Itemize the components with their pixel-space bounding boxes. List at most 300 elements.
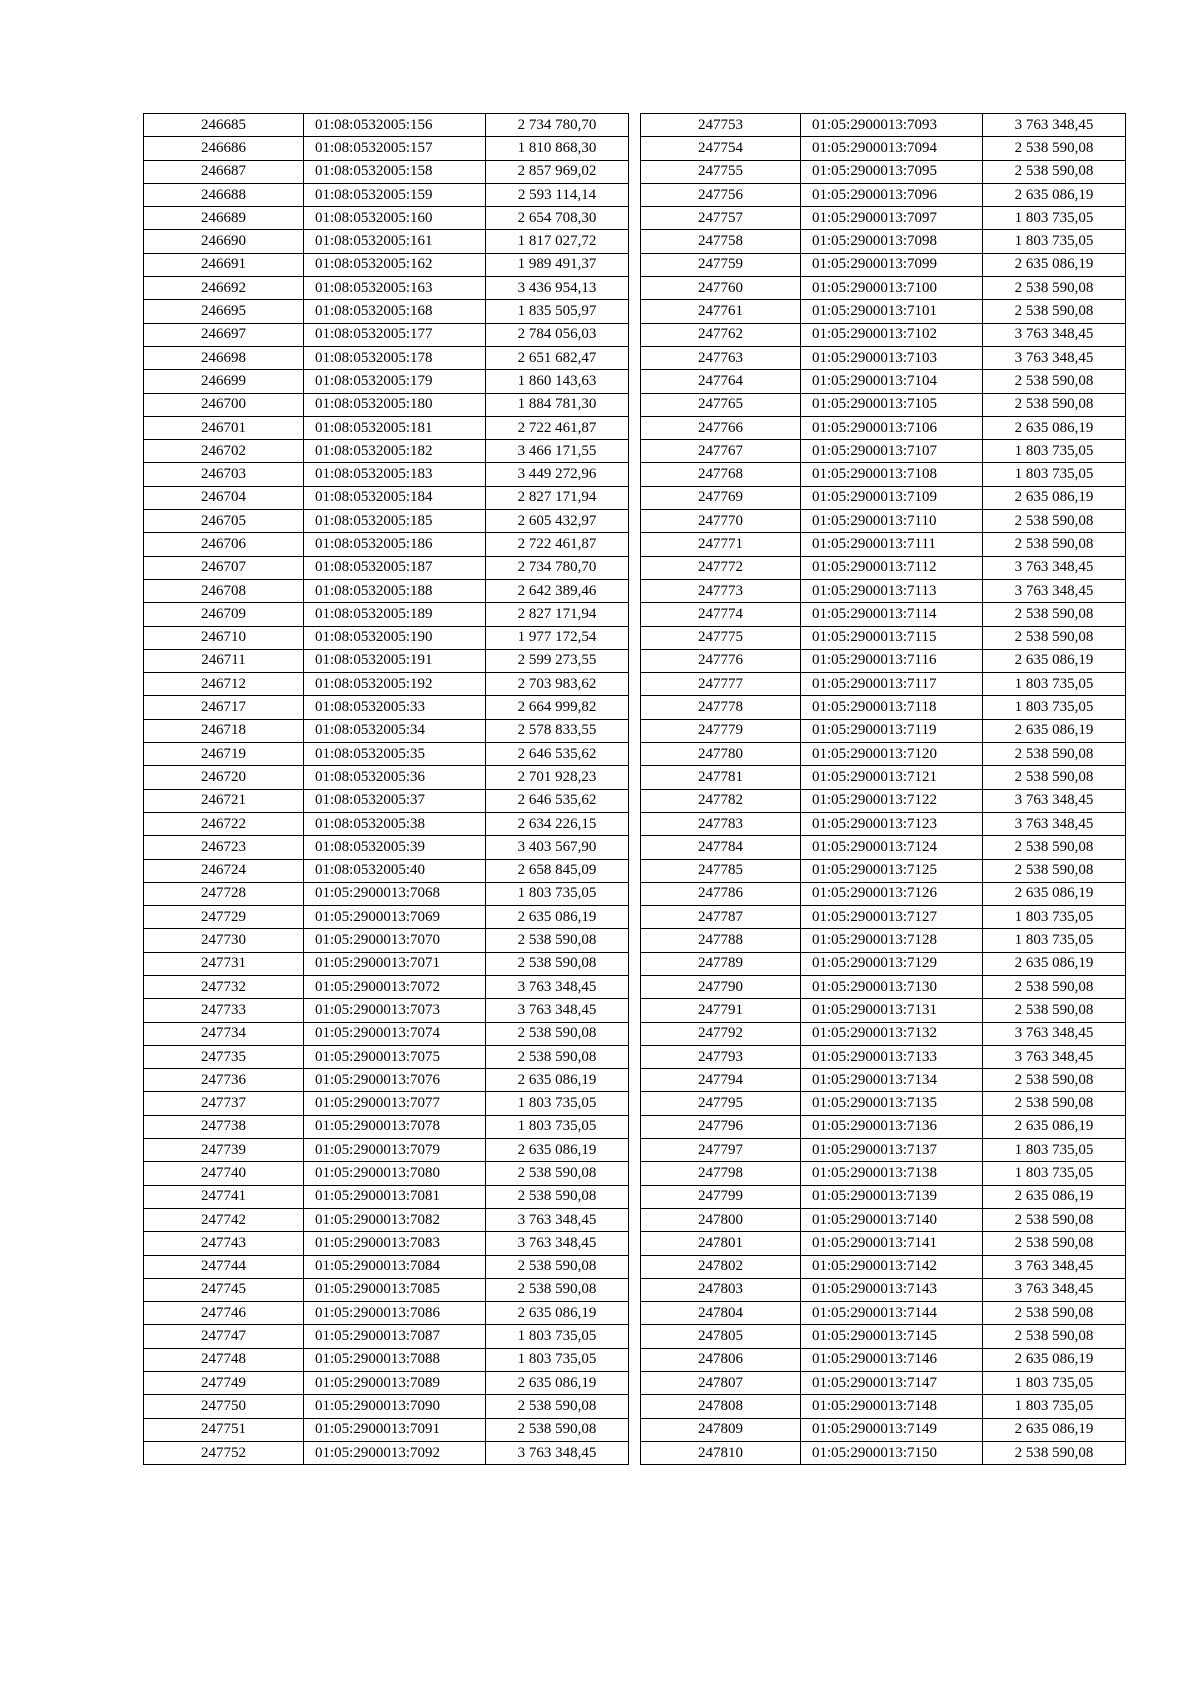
value-cell: 2 538 590,08 [983, 1092, 1126, 1115]
row-number-cell: 247741 [144, 1185, 304, 1208]
value-cell: 1 803 735,05 [486, 1092, 629, 1115]
table-row [641, 1092, 1126, 1115]
table-row [641, 1325, 1126, 1348]
cadastral-number-cell: 01:05:2900013:7103 [801, 346, 983, 369]
cadastral-number-cell: 01:05:2900013:7149 [801, 1418, 983, 1441]
table-row [144, 370, 629, 393]
cadastral-number-cell: 01:05:2900013:7144 [801, 1302, 983, 1325]
value-cell: 1 803 735,05 [983, 1395, 1126, 1418]
row-number-cell: 247734 [144, 1022, 304, 1045]
cadastral-number-cell: 01:05:2900013:7143 [801, 1278, 983, 1301]
row-number-cell: 246722 [144, 812, 304, 835]
cadastral-number-cell: 01:05:2900013:7071 [304, 952, 486, 975]
cadastral-number-cell: 01:08:0532005:188 [304, 579, 486, 602]
row-number-cell: 246711 [144, 649, 304, 672]
value-cell: 2 635 086,19 [983, 1115, 1126, 1138]
cadastral-number-cell: 01:08:0532005:37 [304, 789, 486, 812]
cadastral-number-cell: 01:08:0532005:184 [304, 486, 486, 509]
row-number-cell: 247762 [641, 323, 801, 346]
row-number-cell: 247740 [144, 1162, 304, 1185]
cadastral-number-cell: 01:05:2900013:7147 [801, 1372, 983, 1395]
row-number-cell: 246720 [144, 766, 304, 789]
cadastral-number-cell: 01:05:2900013:7112 [801, 556, 983, 579]
row-number-cell: 247763 [641, 346, 801, 369]
row-number-cell: 247764 [641, 370, 801, 393]
value-cell: 2 827 171,94 [486, 603, 629, 626]
row-number-cell: 247791 [641, 999, 801, 1022]
cadastral-number-cell: 01:05:2900013:7077 [304, 1092, 486, 1115]
table-row [641, 253, 1126, 276]
row-number-cell: 247790 [641, 975, 801, 998]
value-cell: 2 857 969,02 [486, 160, 629, 183]
table-row [144, 719, 629, 742]
row-number-cell: 247793 [641, 1045, 801, 1068]
value-cell: 2 538 590,08 [486, 1395, 629, 1418]
cadastral-number-cell: 01:08:0532005:161 [304, 230, 486, 253]
row-number-cell: 247767 [641, 440, 801, 463]
row-number-cell: 247769 [641, 486, 801, 509]
table-row [641, 1022, 1126, 1045]
row-number-cell: 246686 [144, 137, 304, 160]
value-cell: 2 538 590,08 [983, 1232, 1126, 1255]
value-cell: 2 635 086,19 [486, 1069, 629, 1092]
table-row [144, 346, 629, 369]
table-row [641, 1139, 1126, 1162]
row-number-cell: 247752 [144, 1441, 304, 1464]
table-row [641, 603, 1126, 626]
registry-table-left-body [144, 114, 629, 1465]
value-cell: 3 763 348,45 [486, 999, 629, 1022]
value-cell: 2 646 535,62 [486, 789, 629, 812]
table-row [144, 766, 629, 789]
cadastral-number-cell: 01:08:0532005:183 [304, 463, 486, 486]
row-number-cell: 247730 [144, 929, 304, 952]
value-cell: 1 803 735,05 [983, 463, 1126, 486]
table-row [641, 626, 1126, 649]
cadastral-number-cell: 01:05:2900013:7129 [801, 952, 983, 975]
cadastral-number-cell: 01:05:2900013:7109 [801, 486, 983, 509]
row-number-cell: 247760 [641, 277, 801, 300]
table-row [144, 323, 629, 346]
value-cell: 2 722 461,87 [486, 416, 629, 439]
value-cell: 1 817 027,72 [486, 230, 629, 253]
row-number-cell: 246704 [144, 486, 304, 509]
value-cell: 1 884 781,30 [486, 393, 629, 416]
cadastral-number-cell: 01:08:0532005:39 [304, 836, 486, 859]
cadastral-number-cell: 01:05:2900013:7140 [801, 1208, 983, 1231]
row-number-cell: 247802 [641, 1255, 801, 1278]
value-cell: 3 763 348,45 [983, 1045, 1126, 1068]
cadastral-number-cell: 01:05:2900013:7091 [304, 1418, 486, 1441]
value-cell: 1 803 735,05 [983, 440, 1126, 463]
cadastral-number-cell: 01:05:2900013:7108 [801, 463, 983, 486]
cadastral-number-cell: 01:05:2900013:7105 [801, 393, 983, 416]
value-cell: 1 803 735,05 [486, 1325, 629, 1348]
row-number-cell: 247745 [144, 1278, 304, 1301]
value-cell: 2 784 056,03 [486, 323, 629, 346]
row-number-cell: 247757 [641, 207, 801, 230]
cadastral-number-cell: 01:05:2900013:7099 [801, 253, 983, 276]
cadastral-number-cell: 01:08:0532005:187 [304, 556, 486, 579]
table-row [641, 533, 1126, 556]
cadastral-number-cell: 01:05:2900013:7087 [304, 1325, 486, 1348]
table-row [144, 626, 629, 649]
table-row [144, 1348, 629, 1371]
cadastral-number-cell: 01:05:2900013:7106 [801, 416, 983, 439]
cadastral-number-cell: 01:05:2900013:7136 [801, 1115, 983, 1138]
row-number-cell: 247784 [641, 836, 801, 859]
value-cell: 2 658 845,09 [486, 859, 629, 882]
row-number-cell: 247755 [641, 160, 801, 183]
value-cell: 2 538 590,08 [983, 999, 1126, 1022]
row-number-cell: 247805 [641, 1325, 801, 1348]
cadastral-number-cell: 01:08:0532005:181 [304, 416, 486, 439]
table-row [144, 929, 629, 952]
cadastral-number-cell: 01:05:2900013:7139 [801, 1185, 983, 1208]
row-number-cell: 246721 [144, 789, 304, 812]
row-number-cell: 247766 [641, 416, 801, 439]
cadastral-number-cell: 01:05:2900013:7124 [801, 836, 983, 859]
table-row [641, 1115, 1126, 1138]
table-row [144, 1208, 629, 1231]
table-row [641, 812, 1126, 835]
value-cell: 1 977 172,54 [486, 626, 629, 649]
row-number-cell: 247798 [641, 1162, 801, 1185]
value-cell: 1 803 735,05 [983, 673, 1126, 696]
value-cell: 2 701 928,23 [486, 766, 629, 789]
row-number-cell: 247803 [641, 1278, 801, 1301]
table-row [641, 393, 1126, 416]
registry-table-right [640, 113, 1126, 1465]
cadastral-number-cell: 01:05:2900013:7078 [304, 1115, 486, 1138]
row-number-cell: 247738 [144, 1115, 304, 1138]
cadastral-number-cell: 01:08:0532005:191 [304, 649, 486, 672]
table-row [641, 114, 1126, 137]
value-cell: 2 538 590,08 [983, 160, 1126, 183]
row-number-cell: 247807 [641, 1372, 801, 1395]
value-cell: 2 635 086,19 [983, 649, 1126, 672]
cadastral-number-cell: 01:05:2900013:7072 [304, 975, 486, 998]
row-number-cell: 246700 [144, 393, 304, 416]
row-number-cell: 246701 [144, 416, 304, 439]
row-number-cell: 247728 [144, 882, 304, 905]
value-cell: 2 538 590,08 [983, 1302, 1126, 1325]
table-row [144, 673, 629, 696]
row-number-cell: 247749 [144, 1372, 304, 1395]
value-cell: 3 763 348,45 [983, 114, 1126, 137]
row-number-cell: 247794 [641, 1069, 801, 1092]
value-cell: 2 703 983,62 [486, 673, 629, 696]
cadastral-number-cell: 01:05:2900013:7104 [801, 370, 983, 393]
cadastral-number-cell: 01:05:2900013:7119 [801, 719, 983, 742]
value-cell: 2 635 086,19 [983, 486, 1126, 509]
table-row [641, 207, 1126, 230]
value-cell: 1 860 143,63 [486, 370, 629, 393]
table-row [641, 1162, 1126, 1185]
cadastral-number-cell: 01:05:2900013:7111 [801, 533, 983, 556]
cadastral-number-cell: 01:05:2900013:7150 [801, 1441, 983, 1464]
cadastral-number-cell: 01:05:2900013:7141 [801, 1232, 983, 1255]
table-row [641, 1441, 1126, 1464]
cadastral-number-cell: 01:05:2900013:7145 [801, 1325, 983, 1348]
cadastral-number-cell: 01:05:2900013:7116 [801, 649, 983, 672]
value-cell: 3 763 348,45 [486, 975, 629, 998]
cadastral-number-cell: 01:05:2900013:7089 [304, 1372, 486, 1395]
table-row [641, 183, 1126, 206]
cadastral-number-cell: 01:08:0532005:163 [304, 277, 486, 300]
table-row [144, 1045, 629, 1068]
cadastral-number-cell: 01:05:2900013:7125 [801, 859, 983, 882]
table-row [641, 277, 1126, 300]
cadastral-number-cell: 01:05:2900013:7096 [801, 183, 983, 206]
cadastral-number-cell: 01:05:2900013:7092 [304, 1441, 486, 1464]
table-row [144, 836, 629, 859]
table-row [641, 975, 1126, 998]
value-cell: 2 635 086,19 [486, 1139, 629, 1162]
table-row [641, 300, 1126, 323]
table-row [144, 300, 629, 323]
value-cell: 3 763 348,45 [983, 556, 1126, 579]
value-cell: 1 803 735,05 [983, 906, 1126, 929]
cadastral-number-cell: 01:05:2900013:7107 [801, 440, 983, 463]
cadastral-number-cell: 01:08:0532005:160 [304, 207, 486, 230]
value-cell: 3 449 272,96 [486, 463, 629, 486]
value-cell: 3 763 348,45 [486, 1441, 629, 1464]
row-number-cell: 246689 [144, 207, 304, 230]
cadastral-number-cell: 01:05:2900013:7122 [801, 789, 983, 812]
cadastral-number-cell: 01:05:2900013:7069 [304, 906, 486, 929]
table-row [641, 556, 1126, 579]
table-row [144, 812, 629, 835]
cadastral-number-cell: 01:05:2900013:7138 [801, 1162, 983, 1185]
cadastral-number-cell: 01:08:0532005:38 [304, 812, 486, 835]
cadastral-number-cell: 01:08:0532005:192 [304, 673, 486, 696]
table-row [144, 533, 629, 556]
value-cell: 2 538 590,08 [486, 1278, 629, 1301]
table-row [144, 183, 629, 206]
cadastral-number-cell: 01:08:0532005:185 [304, 510, 486, 533]
table-row [144, 137, 629, 160]
table-row [641, 1232, 1126, 1255]
cadastral-number-cell: 01:08:0532005:157 [304, 137, 486, 160]
value-cell: 3 763 348,45 [983, 579, 1126, 602]
table-row [144, 277, 629, 300]
value-cell: 1 803 735,05 [983, 1139, 1126, 1162]
value-cell: 2 635 086,19 [486, 1302, 629, 1325]
table-row [144, 416, 629, 439]
table-row [144, 603, 629, 626]
value-cell: 2 722 461,87 [486, 533, 629, 556]
value-cell: 3 763 348,45 [983, 1278, 1126, 1301]
cadastral-number-cell: 01:05:2900013:7094 [801, 137, 983, 160]
value-cell: 2 646 535,62 [486, 743, 629, 766]
value-cell: 1 835 505,97 [486, 300, 629, 323]
cadastral-number-cell: 01:05:2900013:7097 [801, 207, 983, 230]
row-number-cell: 247789 [641, 952, 801, 975]
table-row [641, 230, 1126, 253]
table-row [144, 1278, 629, 1301]
cadastral-number-cell: 01:05:2900013:7114 [801, 603, 983, 626]
value-cell: 2 538 590,08 [983, 859, 1126, 882]
cadastral-number-cell: 01:05:2900013:7121 [801, 766, 983, 789]
cadastral-number-cell: 01:05:2900013:7070 [304, 929, 486, 952]
value-cell: 2 654 708,30 [486, 207, 629, 230]
cadastral-number-cell: 01:08:0532005:40 [304, 859, 486, 882]
row-number-cell: 247808 [641, 1395, 801, 1418]
table-row [144, 579, 629, 602]
table-row [144, 207, 629, 230]
cadastral-number-cell: 01:08:0532005:179 [304, 370, 486, 393]
value-cell: 2 635 086,19 [983, 882, 1126, 905]
row-number-cell: 247792 [641, 1022, 801, 1045]
table-row [144, 440, 629, 463]
cadastral-number-cell: 01:08:0532005:178 [304, 346, 486, 369]
row-number-cell: 246717 [144, 696, 304, 719]
table-row [144, 952, 629, 975]
cadastral-number-cell: 01:08:0532005:189 [304, 603, 486, 626]
row-number-cell: 247778 [641, 696, 801, 719]
table-row [641, 1255, 1126, 1278]
value-cell: 1 803 735,05 [983, 1372, 1126, 1395]
table-row [641, 1208, 1126, 1231]
value-cell: 2 651 682,47 [486, 346, 629, 369]
row-number-cell: 247809 [641, 1418, 801, 1441]
row-number-cell: 246703 [144, 463, 304, 486]
cadastral-number-cell: 01:05:2900013:7113 [801, 579, 983, 602]
row-number-cell: 247780 [641, 743, 801, 766]
row-number-cell: 246688 [144, 183, 304, 206]
table-row [144, 160, 629, 183]
row-number-cell: 247770 [641, 510, 801, 533]
value-cell: 2 635 086,19 [983, 952, 1126, 975]
value-cell: 2 538 590,08 [486, 1185, 629, 1208]
table-row [641, 1278, 1126, 1301]
row-number-cell: 247754 [641, 137, 801, 160]
row-number-cell: 246706 [144, 533, 304, 556]
row-number-cell: 247771 [641, 533, 801, 556]
table-row [144, 463, 629, 486]
value-cell: 2 538 590,08 [983, 836, 1126, 859]
cadastral-number-cell: 01:08:0532005:186 [304, 533, 486, 556]
row-number-cell: 246699 [144, 370, 304, 393]
table-row [641, 1185, 1126, 1208]
row-number-cell: 247781 [641, 766, 801, 789]
registry-table-left [143, 113, 629, 1465]
table-row [641, 346, 1126, 369]
row-number-cell: 247744 [144, 1255, 304, 1278]
value-cell: 2 538 590,08 [486, 952, 629, 975]
row-number-cell: 247800 [641, 1208, 801, 1231]
cadastral-number-cell: 01:08:0532005:162 [304, 253, 486, 276]
table-row [144, 789, 629, 812]
row-number-cell: 246698 [144, 346, 304, 369]
value-cell: 2 538 590,08 [486, 1162, 629, 1185]
value-cell: 2 578 833,55 [486, 719, 629, 742]
row-number-cell: 247750 [144, 1395, 304, 1418]
table-row [144, 649, 629, 672]
value-cell: 2 538 590,08 [983, 393, 1126, 416]
table-row [641, 719, 1126, 742]
value-cell: 3 763 348,45 [983, 323, 1126, 346]
row-number-cell: 246723 [144, 836, 304, 859]
row-number-cell: 246691 [144, 253, 304, 276]
value-cell: 3 763 348,45 [486, 1208, 629, 1231]
value-cell: 2 635 086,19 [983, 253, 1126, 276]
cadastral-number-cell: 01:05:2900013:7128 [801, 929, 983, 952]
table-row [641, 510, 1126, 533]
value-cell: 2 635 086,19 [983, 719, 1126, 742]
table-row [641, 766, 1126, 789]
value-cell: 2 538 590,08 [486, 1255, 629, 1278]
row-number-cell: 246687 [144, 160, 304, 183]
cadastral-number-cell: 01:08:0532005:182 [304, 440, 486, 463]
row-number-cell: 247774 [641, 603, 801, 626]
cadastral-number-cell: 01:05:2900013:7135 [801, 1092, 983, 1115]
row-number-cell: 246718 [144, 719, 304, 742]
cadastral-number-cell: 01:08:0532005:36 [304, 766, 486, 789]
row-number-cell: 247776 [641, 649, 801, 672]
value-cell: 3 763 348,45 [983, 812, 1126, 835]
value-cell: 1 803 735,05 [486, 882, 629, 905]
table-row [641, 416, 1126, 439]
table-row [144, 882, 629, 905]
value-cell: 2 635 086,19 [486, 906, 629, 929]
value-cell: 1 803 735,05 [486, 1115, 629, 1138]
cadastral-number-cell: 01:05:2900013:7075 [304, 1045, 486, 1068]
value-cell: 2 827 171,94 [486, 486, 629, 509]
value-cell: 2 538 590,08 [983, 603, 1126, 626]
cadastral-number-cell: 01:05:2900013:7148 [801, 1395, 983, 1418]
table-row [144, 253, 629, 276]
table-row [144, 556, 629, 579]
cadastral-number-cell: 01:05:2900013:7126 [801, 882, 983, 905]
row-number-cell: 247753 [641, 114, 801, 137]
cadastral-number-cell: 01:05:2900013:7076 [304, 1069, 486, 1092]
row-number-cell: 246697 [144, 323, 304, 346]
value-cell: 2 538 590,08 [983, 743, 1126, 766]
row-number-cell: 246685 [144, 114, 304, 137]
cadastral-number-cell: 01:05:2900013:7085 [304, 1278, 486, 1301]
cadastral-number-cell: 01:05:2900013:7130 [801, 975, 983, 998]
row-number-cell: 247783 [641, 812, 801, 835]
value-cell: 1 803 735,05 [983, 696, 1126, 719]
table-row [641, 649, 1126, 672]
value-cell: 2 599 273,55 [486, 649, 629, 672]
table-row [144, 1185, 629, 1208]
row-number-cell: 247801 [641, 1232, 801, 1255]
table-row [641, 463, 1126, 486]
table-row [144, 1325, 629, 1348]
cadastral-number-cell: 01:05:2900013:7079 [304, 1139, 486, 1162]
value-cell: 2 538 590,08 [486, 1418, 629, 1441]
value-cell: 2 635 086,19 [983, 183, 1126, 206]
table-row [144, 1441, 629, 1464]
value-cell: 2 538 590,08 [983, 300, 1126, 323]
row-number-cell: 247785 [641, 859, 801, 882]
row-number-cell: 247806 [641, 1348, 801, 1371]
row-number-cell: 247795 [641, 1092, 801, 1115]
value-cell: 2 538 590,08 [486, 1045, 629, 1068]
table-row [641, 952, 1126, 975]
table-row [144, 1139, 629, 1162]
table-row [144, 393, 629, 416]
cadastral-number-cell: 01:05:2900013:7098 [801, 230, 983, 253]
value-cell: 2 734 780,70 [486, 114, 629, 137]
row-number-cell: 247758 [641, 230, 801, 253]
row-number-cell: 247759 [641, 253, 801, 276]
row-number-cell: 247742 [144, 1208, 304, 1231]
table-row [144, 743, 629, 766]
